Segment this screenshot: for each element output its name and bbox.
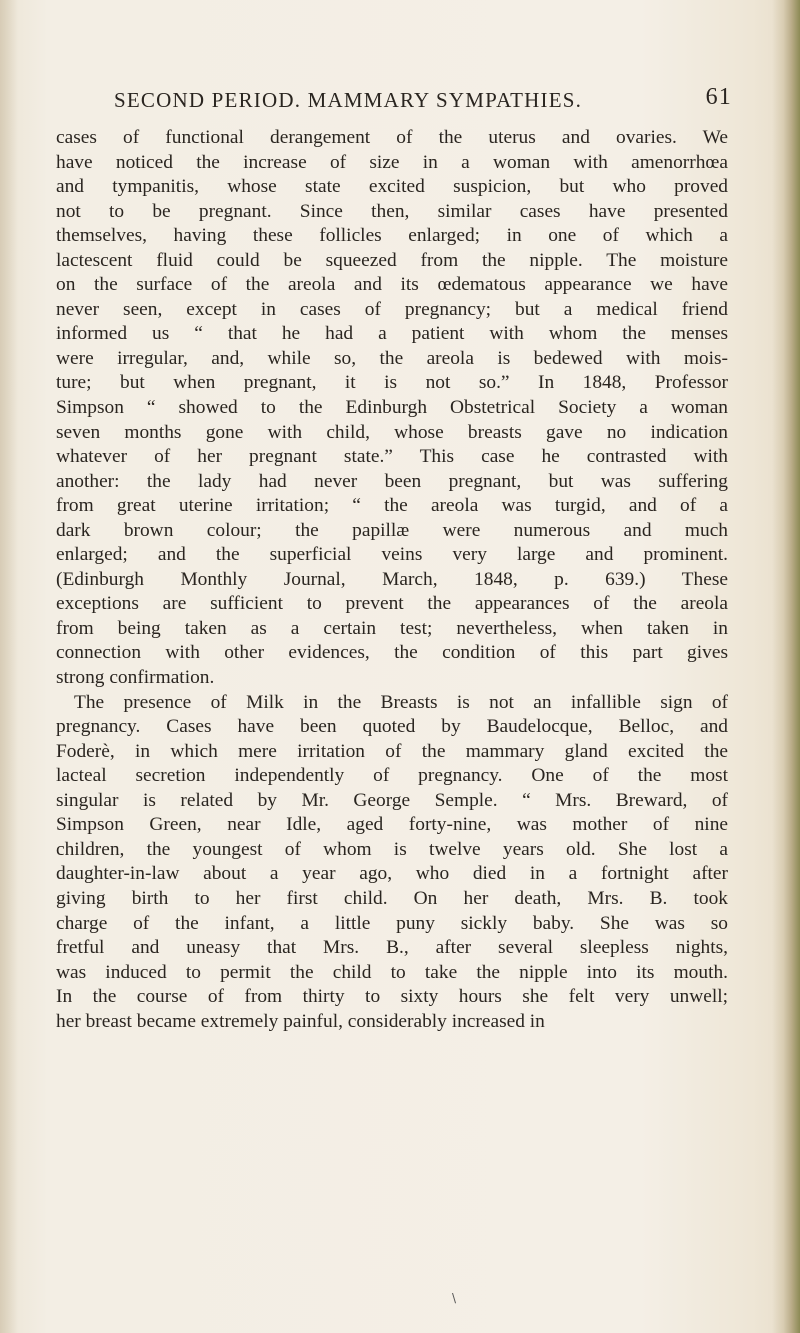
text-line: In the course of from thirty to sixty hours she felt very unwell; — [56, 986, 728, 1008]
text-line: themselves, having these follicles enlarged; in one of which a — [56, 225, 728, 247]
text-line: another: the lady had never been pregnant, but was suffering — [56, 470, 728, 492]
text-line: giving birth to her first child. On her death, Mrs. B. took — [56, 887, 728, 909]
text-line: Simpson “ showed to the Edinburgh Obstetrical Society a woman — [56, 397, 728, 419]
text-line: cases of functional derangement of the uterus and ovaries. We — [56, 127, 728, 148]
text-line: exceptions are sufficient to prevent the appearances of the areola — [56, 593, 728, 615]
text-line: was induced to permit the child to take the nipple into its mouth. — [56, 961, 728, 983]
text-line: lacteal secretion independently of pregnancy. One of the most — [56, 765, 728, 787]
text-line: on the surface of the areola and its œdematous appearance we have — [56, 274, 728, 296]
text-line: dark brown colour; the papillæ were numerous and much — [56, 519, 728, 541]
text-line: lactescent fluid could be squeezed from the nipple. The moisture — [56, 249, 728, 271]
text-line: singular is related by Mr. George Semple. “ Mrs. Breward, of — [56, 789, 728, 811]
text-line: and tympanitis, whose state excited suspicion, but who proved — [56, 176, 728, 198]
text-line: enlarged; and the superficial veins very large and prominent. — [56, 544, 728, 566]
text-line: charge of the infant, a little puny sickly baby. She was so — [56, 912, 728, 934]
page-number: 61 — [705, 84, 732, 110]
text-line: from great uterine irritation; “ the areola was turgid, and of a — [56, 495, 728, 517]
text-line: were irregular, and, while so, the areola is bedewed with mois- — [56, 347, 728, 369]
text-line: fretful and uneasy that Mrs. B., after several sleepless nights, — [56, 937, 728, 959]
text-line: connection with other evidences, the condition of this part gives — [56, 642, 728, 664]
stray-print-mark: \ — [452, 1291, 457, 1305]
page-gutter-shadow — [0, 0, 18, 1333]
running-head: SECOND PERIOD. MAMMARY SYMPATHIES. — [114, 88, 583, 112]
page-header — [88, 86, 768, 116]
text-line: never seen, except in cases of pregnancy; but a medical friend — [56, 298, 728, 320]
text-line: The presence of Milk in the Breasts is not an infallible sign of — [74, 691, 728, 713]
text-line: her breast became extremely painful, considerably increased in — [56, 1010, 545, 1032]
text-line: seven months gone with child, whose breasts gave no indication — [56, 421, 728, 443]
text-line: whatever of her pregnant state.” This case he contrasted with — [56, 446, 728, 468]
text-line: children, the youngest of whom is twelve years old. She lost a — [56, 838, 728, 860]
text-line: informed us “ that he had a patient with whom the menses — [56, 323, 728, 345]
text-line: Simpson Green, near Idle, aged forty-nine, was mother of nine — [56, 814, 728, 836]
text-line: ture; but when pregnant, it is not so.” In 1848, Professor — [56, 372, 728, 394]
text-line: from being taken as a certain test; nevertheless, when taken in — [56, 617, 728, 639]
page-edge-shadow — [772, 0, 800, 1333]
text-line: pregnancy. Cases have been quoted by Baudelocque, Belloc, and — [56, 716, 728, 738]
text-line: Foderè, in which mere irritation of the mammary gland excited the — [56, 740, 728, 762]
text-line: not to be pregnant. Since then, similar cases have presented — [56, 200, 728, 222]
text-line: strong confirmation. — [56, 667, 215, 689]
body-text — [56, 126, 728, 1034]
text-line: have noticed the increase of size in a woman with amenorrhœa — [56, 151, 728, 173]
text-line: (Edinburgh Monthly Journal, March, 1848, p. 639.) These — [56, 568, 728, 590]
text-line: daughter-in-law about a year ago, who died in a fortnight after — [56, 863, 728, 885]
